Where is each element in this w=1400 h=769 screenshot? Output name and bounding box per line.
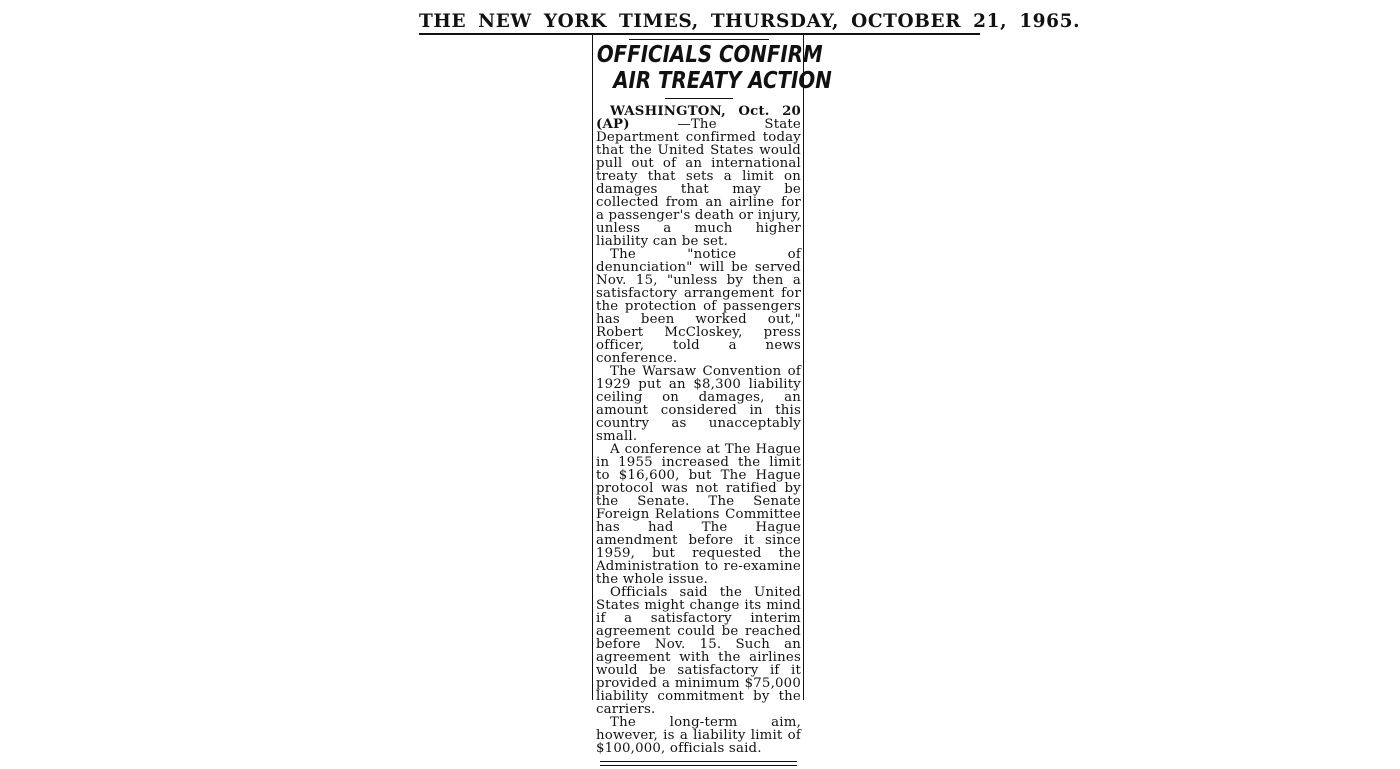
news-article <box>596 35 832 769</box>
article-dateline: WASHINGTON, Oct. 20 (AP) <box>596 104 801 132</box>
column-left-rule <box>592 35 593 700</box>
article-end-rules <box>596 761 801 766</box>
article-paragraph-4 <box>596 443 801 586</box>
end-rule-1 <box>600 761 797 762</box>
paragraph-text: Officials said the United States might change its mind if a satisfactory interim agreement could be reached before Nov. 15. Such an agreement with the airlines would be satisfactory if it provided a minimum $75,000 liability commitment by the carriers. <box>596 585 801 717</box>
paragraph-text: The "notice of denunciation" will be served Nov. 15, "unless by then a satisfactory arrangement for the protection of passengers has been worked out," Robert McCloskey, press officer, told a news conference. <box>596 247 801 366</box>
article-paragraph-3 <box>596 365 801 443</box>
headline-line-2: AIR TREATY ACTION <box>613 68 832 94</box>
article-headline <box>596 42 832 94</box>
paragraph-text: The Warsaw Convention of 1929 put an $8,300 liability ceiling on damages, an amount considered in this country as unacceptably small. <box>596 364 801 444</box>
headline-top-rule <box>629 39 769 40</box>
headline-bottom-rule <box>665 98 733 99</box>
article-paragraph-6 <box>596 716 801 755</box>
article-paragraph-1 <box>596 105 801 248</box>
article-paragraph-2 <box>596 248 801 365</box>
paragraph-text: —The State Department confirmed today that the United States would pull out of an international treaty that sets a limit on damages that may be collected from an airline for a passenger's death or injury, unless a much higher liability can be set. <box>596 117 801 249</box>
paragraph-text: A conference at The Hague in 1955 increased the limit to $16,600, but The Hague protocol was not ratified by the Senate. The Senate Foreign Relations Committee has had The Hague amendment before it since 1959, but requested the Administration to re-examine the whole issue. <box>596 442 801 587</box>
end-rule-2 <box>600 765 797 766</box>
headline-line-1: OFFICIALS CONFIRM <box>596 42 823 68</box>
newspaper-masthead: THE NEW YORK TIMES, THURSDAY, OCTOBER 21, 1965. <box>419 11 1081 32</box>
column-right-rule <box>803 35 804 700</box>
article-paragraph-5 <box>596 586 801 716</box>
paragraph-text: The long-term aim, however, is a liability limit of $100,000, officials said. <box>596 715 801 756</box>
